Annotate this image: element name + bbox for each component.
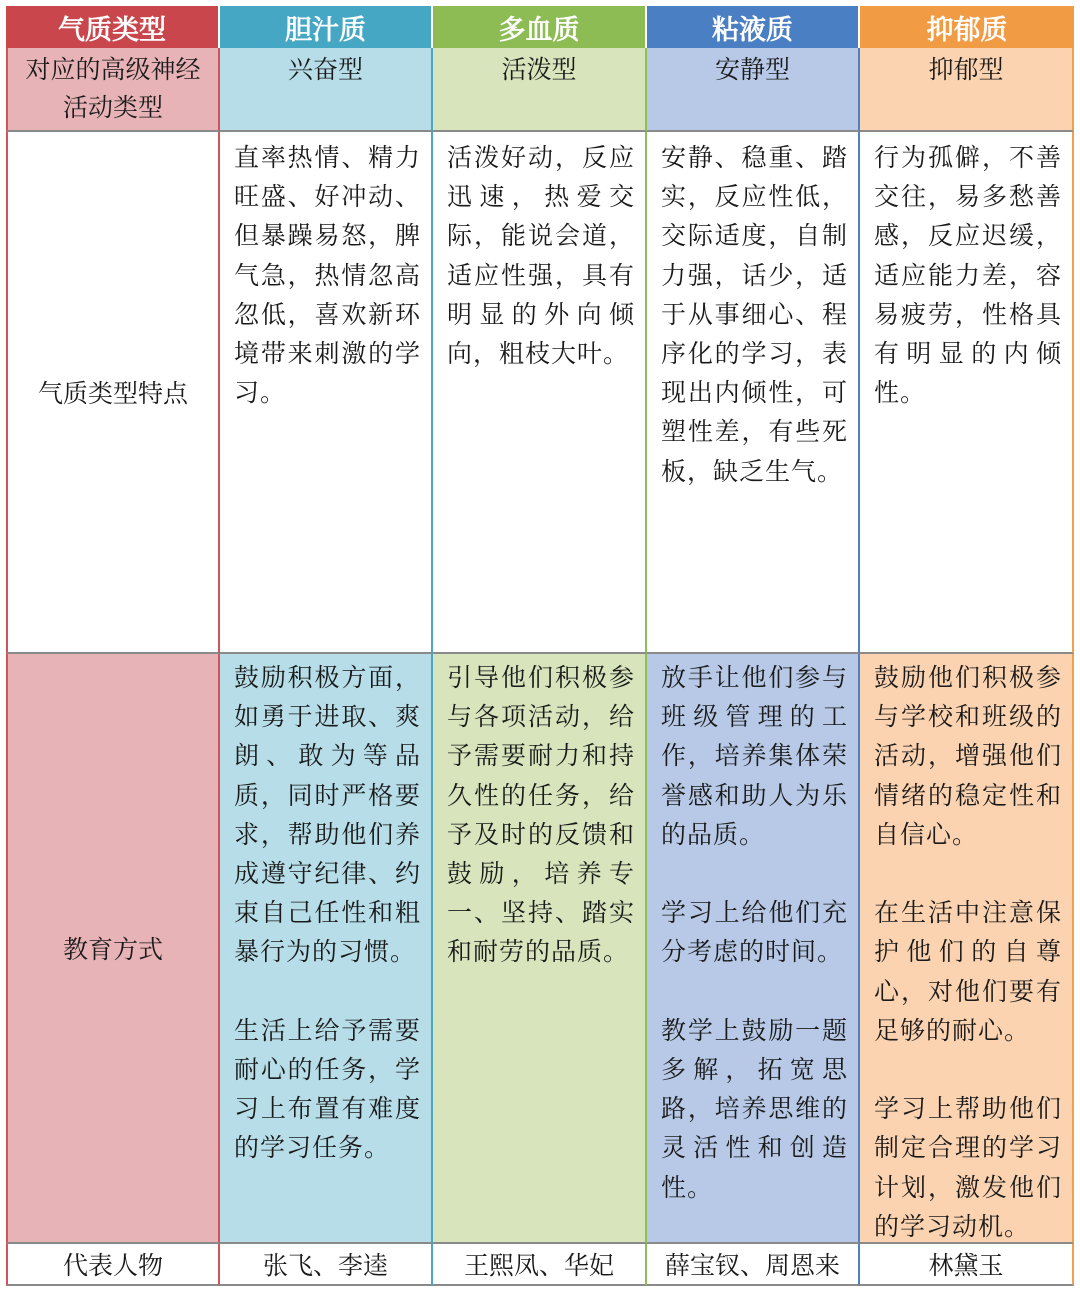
traits-melancholic-text: 行为孤僻，不善交往，易多愁善感，反应迟缓，适应能力差，容易疲劳，性格具有明显的内倾性。 <box>874 143 1062 408</box>
header-temperament-type: 气质类型 <box>6 6 220 48</box>
row-label-traits: 气质类型特点 <box>6 132 220 654</box>
traits-phlegmatic <box>647 132 860 654</box>
education-phlegmatic <box>647 654 860 1244</box>
traits-phlegmatic-text: 安静、稳重、踏实，反应性低，交际适度，自制力强，话少，适于从事细心、程序化的学习，表现出内倾性，可塑性差，有些死板，缺乏生气。 <box>661 143 848 486</box>
education-melancholic-p2: 在生活中注意保护他们的自尊心，对他们要有足够的耐心。 <box>874 898 1062 1045</box>
people-sanguine: 王熙凤、华妃 <box>433 1244 647 1286</box>
traits-melancholic <box>860 132 1074 654</box>
traits-choleric <box>220 132 433 654</box>
row-label-nerve-activity <box>6 48 220 132</box>
nerve-label-line2: 活动类型 <box>62 93 163 122</box>
education-phlegmatic-p3: 教学上鼓励一题多解，拓宽思路，培养思维的灵活性和创造性。 <box>661 1015 848 1202</box>
education-sanguine-p1: 引导他们积极参与各项活动，给予需要耐力和持久性的任务，给予及时的反馈和鼓励，培养专一、坚持、踏实和耐劳的品质。 <box>447 663 635 967</box>
nerve-label-line1: 对应的高级神经 <box>25 55 201 84</box>
people-choleric: 张飞、李逵 <box>220 1244 433 1286</box>
traits-choleric-text: 直率热情、精力旺盛、好冲动、但暴躁易怒，脾气急，热情忽高忽低，喜欢新环境带来刺激的学习。 <box>234 143 421 408</box>
nerve-choleric: 兴奋型 <box>220 48 433 132</box>
people-melancholic: 林黛玉 <box>860 1244 1074 1286</box>
education-phlegmatic-p1: 放手让他们参与班级管理的工作，培养集体荣誉感和助人为乐的品质。 <box>661 663 848 849</box>
header-phlegmatic: 粘液质 <box>647 6 860 48</box>
header-sanguine: 多血质 <box>433 6 647 48</box>
people-phlegmatic: 薛宝钗、周恩来 <box>647 1244 860 1286</box>
nerve-melancholic: 抑郁型 <box>860 48 1074 132</box>
education-melancholic-p1: 鼓励他们积极参与学校和班级的活动，增强他们情绪的稳定性和自信心。 <box>874 663 1062 849</box>
nerve-sanguine: 活泼型 <box>433 48 647 132</box>
education-choleric <box>220 654 433 1244</box>
education-melancholic <box>860 654 1074 1244</box>
education-melancholic-p3: 学习上帮助他们制定合理的学习计划，激发他们的学习动机。 <box>874 1094 1062 1241</box>
temperament-table <box>6 6 1074 1286</box>
row-label-education: 教育方式 <box>6 654 220 1244</box>
education-choleric-p1: 鼓励积极方面，如勇于进取、爽朗、敢为等品质，同时严格要求，帮助他们养成遵守纪律、约束自己任性和粗暴行为的习惯。 <box>234 663 421 967</box>
nerve-phlegmatic: 安静型 <box>647 48 860 132</box>
header-choleric: 胆汁质 <box>220 6 433 48</box>
education-choleric-p2: 生活上给予需要耐心的任务，学习上布置有难度的学习任务。 <box>234 1015 421 1163</box>
row-label-representatives: 代表人物 <box>6 1244 220 1286</box>
traits-sanguine <box>433 132 647 654</box>
header-melancholic: 抑郁质 <box>860 6 1074 48</box>
traits-sanguine-text: 活泼好动，反应迅速，热爱交际，能说会道，适应性强，具有明显的外向倾向，粗枝大叶。 <box>447 143 635 369</box>
education-sanguine <box>433 654 647 1244</box>
education-phlegmatic-p2: 学习上给他们充分考虑的时间。 <box>661 898 848 967</box>
